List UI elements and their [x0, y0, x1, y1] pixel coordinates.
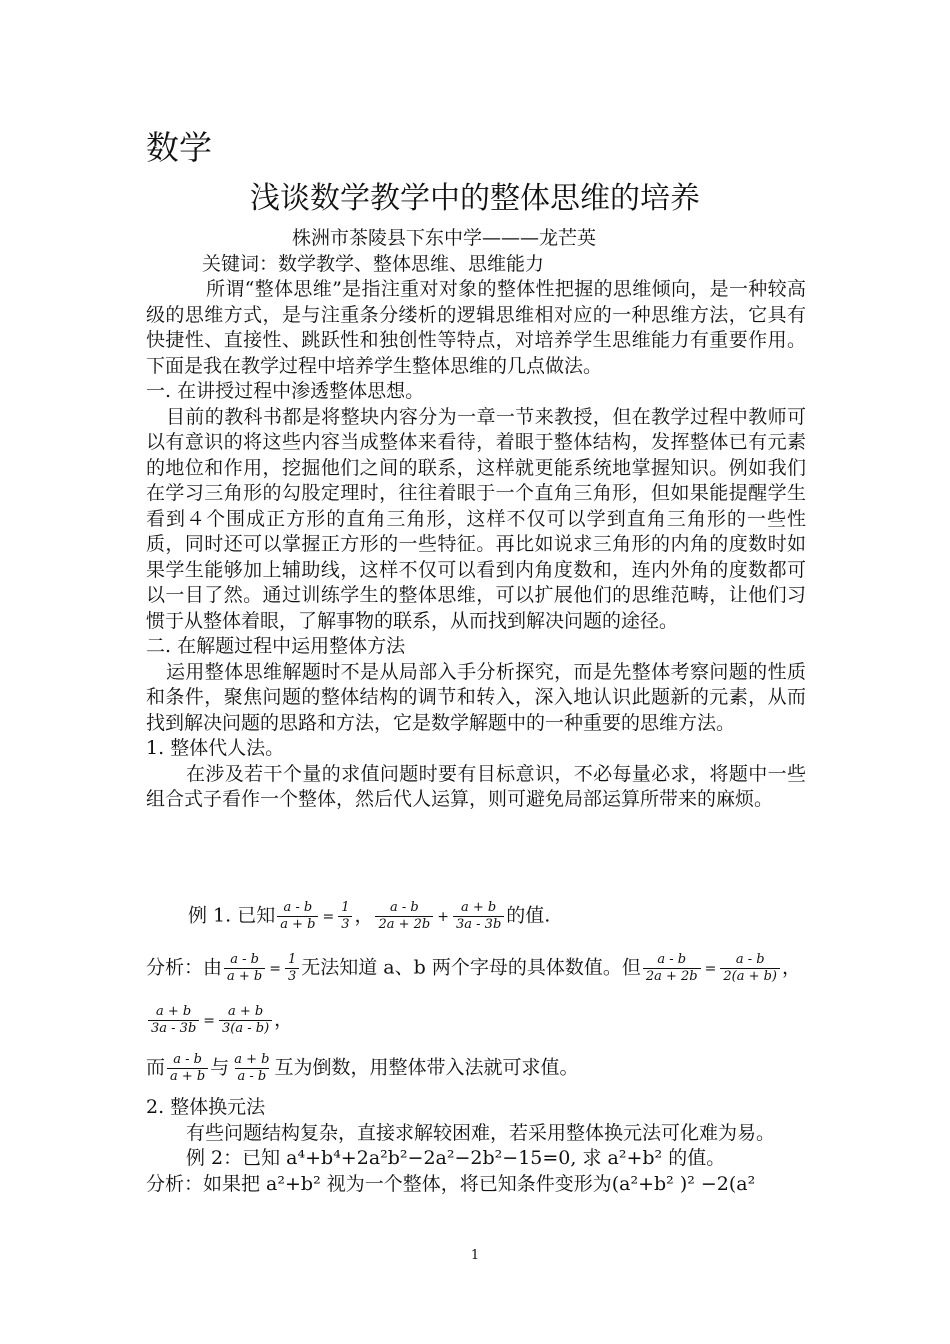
method-1-heading: 1. 整体代人法。 — [146, 737, 285, 759]
fraction: $\frac{a - b}{2a + 2b}$ — [643, 952, 701, 985]
section-2-heading: 二. 在解题过程中运用整体方法 — [146, 635, 406, 657]
fraction: $\frac{1}{3}$ — [338, 900, 352, 933]
equals-sign: = — [322, 908, 335, 925]
analysis-1-line-1: 分析：由 $\frac{a - b}{a + b}$ = $\frac{1}{3}$ 无法知道 a、b 两个字母的具体数值。但 $\frac{a - b}{2a + 2b}$ = $\frac{a - b}{2(a + b)}$ ， — [146, 952, 802, 984]
method-2-paragraph: 有些问题结构复杂，直接求解较困难，若采用整体换元法可化难为易。 — [186, 1121, 776, 1144]
example-1: 例 1. 已知 $\frac{a - b}{a + b}$ = $\frac{1}{3}$ ， $\frac{a - b}{2a + 2b}$ + $\frac{a + b}{3a - 3b}$ 的值. — [188, 900, 551, 932]
section-1-paragraph: 目前的教科书都是将整块内容分为一章一节来教授，但在教学过程中教师可以有意识的将这些内容当成整体来看待，着眼于整体结构，发挥整体已有元素的地位和作用，挖掘他们之间的联系，这样就更能系统地掌握知识。例如我们在学习三角形的勾股定理时，往往着眼于一个直角三角形，但如果能提醒学生看到４个围成正方形的直角三角形，这样不仅可以学到直角三角形的一些性质，同时还可以掌握正方形的一些特征。再比如说求三角形的内角的度数时如果学生能够加上辅助线，这样不仅可以看到内角度数和，连内外角的度数都可以一目了然。通过训练学生的整体思维，可以扩展他们的思维范畴，让他们习惯于从整体着眼，了解事物的联系，从而找到解决问题的途径。 — [146, 405, 806, 632]
author-line: 株洲市茶陵县下东中学———龙芒英 — [292, 227, 597, 249]
example-1-prefix: 例 1. 已知 — [188, 904, 276, 927]
fraction: $\frac{a - b}{2(a + b)}$ — [720, 952, 780, 985]
method-2-heading: 2. 整体换元法 — [146, 1096, 266, 1118]
section-2-paragraph: 运用整体思维解题时不是从局部入手分析探究，而是先整体考察问题的性质和条件，聚焦问题的整体结构的调节和转入，深入地认识此题新的元素，从而找到解决问题的思路和方法，它是数学解题中的一种重要的思维方法。 — [146, 660, 806, 734]
section-1-heading: 一. 在讲授过程中渗透整体思想。 — [146, 380, 425, 402]
fraction: $\frac{a - b}{a + b}$ — [277, 900, 318, 933]
fraction: $\frac{a + b}{a - b}$ — [234, 1052, 270, 1084]
fraction: $\frac{a - b}{a + b}$ — [167, 1052, 208, 1085]
front-matter — [146, 226, 806, 813]
analysis-1-line-3: 而 $\frac{a - b}{a + b}$ 与 $\frac{a + b}{a - b}$ 互为倒数，用整体带入法就可求值。 — [146, 1052, 579, 1084]
method-2 — [146, 1095, 806, 1197]
intro-paragraph: 所谓“整体思维”是指注重对对象的整体性把握的思维倾向，是一种较高级的思维方式，是与注重条分缕析的逻辑思维相对应的一种思维方法，它具有快捷性、直接性、跳跃性和独创性等特点，对培养学生思维能力有重要作用。下面是我在教学过程中培养学生整体思维的几点做法。 — [146, 278, 806, 377]
example-1-suffix: 的值. — [506, 904, 551, 927]
example-2: 例 2：已知 a⁴+b⁴+2a²b²−2a²−2b²−15=0, 求 a²+b² 的值。 — [186, 1147, 726, 1169]
plus-sign: + — [437, 908, 449, 925]
fraction: $\frac{a - b}{2a + 2b}$ — [375, 900, 433, 933]
fraction: $\frac{1}{3}$ — [285, 952, 299, 985]
subject-heading: 数学 — [146, 128, 212, 167]
fraction: $\frac{a - b}{a + b}$ — [224, 952, 265, 985]
fraction: $\frac{a + b}{3(a - b)}$ — [219, 1004, 272, 1037]
fraction: $\frac{a + b}{3a - 3b}$ — [453, 900, 504, 933]
document-title: 浅谈数学教学中的整体思维的培养 — [250, 181, 700, 216]
analysis-1-line-2: $\frac{a + b}{3a - 3b}$ = $\frac{a + b}{3(a - b)}$ ， — [146, 1004, 846, 1037]
fraction: $\frac{a + b}{3a - 3b}$ — [148, 1004, 199, 1037]
analysis-2: 分析：如果把 a²+b² 视为一个整体，将已知条件变形为(a²+b² )² −2(a² — [146, 1172, 756, 1195]
keywords-line: 关键词：数学教学、整体思维、思维能力 — [202, 252, 545, 275]
method-1-paragraph: 在涉及若干个量的求值问题时要有目标意识，不必每量必求，将题中一些组合式子看作一个整体，然后代人运算，则可避免局部运算所带来的麻烦。 — [146, 762, 806, 810]
page-number: 1 — [470, 1248, 480, 1263]
